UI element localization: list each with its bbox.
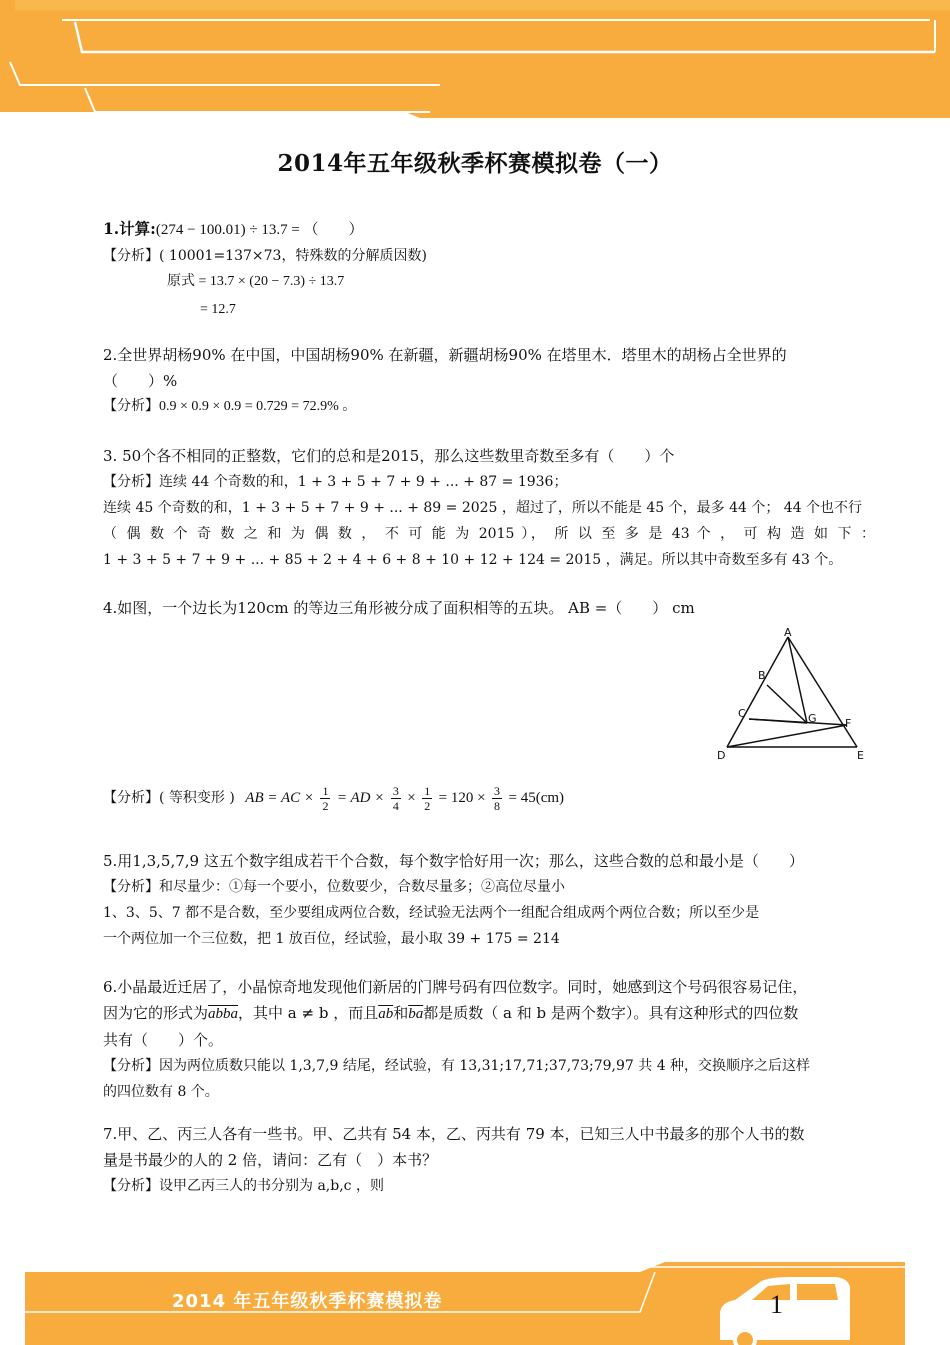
diagram-label-e: E <box>857 749 864 762</box>
question-5-analysis-1: 【分析】和尽量少：①每一个要小，位数要少，合数尽量多；②高位尽量小 <box>103 879 565 895</box>
footer-title: 2014 年五年级秋季杯赛模拟卷 <box>172 1291 443 1312</box>
question-6-text-2a: 因为它的形式为 <box>103 1004 209 1022</box>
question-1-step-2: = 12.7 <box>200 302 236 317</box>
fraction-1: $\frac{1}{2}$ <box>322 783 329 813</box>
fraction-3: $\frac{1}{2}$ <box>424 783 431 813</box>
triangle-diagram <box>705 625 875 765</box>
question-5 <box>103 848 875 952</box>
question-1-step-1: 原式 = 13.7 × (20 − 7.3) ÷ 13.7 <box>167 274 345 289</box>
question-2-analysis: 【分析】0.9 × 0.9 × 0.9 = 0.729 = 72.9% 。 <box>103 399 357 414</box>
question-4-analysis: 【分析】( 等积变形 ) AB = AC × $\frac{1}{2}$ = AD × $\frac{3}{4}$ × $\frac{1}{2}$ = 120 × $\frac{3}{8}$ = 45(cm) <box>103 783 565 813</box>
question-3-text: 3. 50个各不相同的正整数，它们的总和是2015，那么这些数里奇数至多有（ ）个 <box>103 447 675 465</box>
fraction-4: $\frac{3}{8}$ <box>494 783 501 813</box>
question-1-expression: (274 − 100.01) ÷ 13.7 = （ ） <box>155 222 364 238</box>
question-3-analysis-1: 【分析】连续 44 个奇数的和，1 + 3 + 5 + 7 + 9 + ... + 87 = 1936； <box>103 474 568 490</box>
question-7-text-1: 7.甲、乙、丙三人各有一些书。甲、乙共有 54 本，乙、丙共有 79 本，已知三人中书最多的那个人书的数 <box>103 1125 805 1143</box>
question-3-analysis-4: 1 + 3 + 5 + 7 + 9 + ... + 85 + 2 + 4 + 6 + 8 + 10 + 12 + 124 = 2015 ，满足。所以其中奇数至多有 43 个。 <box>103 552 843 568</box>
question-7 <box>103 1121 875 1199</box>
question-5-analysis-3: 一个两位加一个三位数，把 1 放百位，经试验，最小取 39 + 175 = 214 <box>103 931 560 947</box>
question-2-text-1: 2.全世界胡杨90% 在中国，中国胡杨90% 在新疆，新疆胡杨90% 在塔里木．塔里木的胡杨占全世界的 <box>103 346 787 364</box>
question-1-label: 1.计算: <box>103 219 156 238</box>
overline-abba: abba <box>208 1006 239 1022</box>
diagram-label-g: G <box>808 712 817 725</box>
diagram-label-f: F <box>845 717 852 730</box>
footer-decoration <box>0 1262 950 1345</box>
question-6-text-2c: 和 <box>393 1004 409 1022</box>
question-4-analysis-label: 【分析】( 等积变形 ) <box>103 790 235 806</box>
overline-ba: $\overline{ba}$ <box>408 1006 424 1022</box>
question-6-analysis-2: 的四位数有 8 个。 <box>103 1084 219 1100</box>
diagram-label-c: C <box>738 707 746 720</box>
question-7-text-2: 量是书最少的人的 2 倍，请问：乙有（ ）本书？ <box>103 1151 438 1169</box>
question-6-text-2b: ，其中 a ≠ b ，而且 <box>238 1004 379 1022</box>
question-5-text: 5.用1,3,5,7,9 这五个数字组成若干个合数，每个数字恰好用一次；那么，这些合数的总和最小是（ ） <box>103 852 804 870</box>
diagram-label-b: B <box>758 669 766 682</box>
formula-mid-1: = AD × <box>336 790 385 806</box>
question-1 <box>103 216 875 323</box>
question-3 <box>103 443 875 573</box>
question-6-analysis-1: 【分析】因为两位质数只能以 1,3,7,9 结尾，经试验，有 13,31;17,71;37,73;79,97 共 4 种，交换顺序之后这样 <box>103 1058 811 1074</box>
formula-start: AB = AC × <box>245 790 314 806</box>
question-3-analysis-2: 连续 45 个奇数的和，1 + 3 + 5 + 7 + 9 + ... + 89 = 2025 ，超过了，所以不能是 45 个，最多 44 个； 44 个也不行 <box>103 500 863 516</box>
question-7-analysis: 【分析】设甲乙丙三人的书分别为 a,b,c ，则 <box>103 1178 384 1194</box>
diagram-label-d: D <box>717 749 726 762</box>
question-1-analysis: 【分析】( 10001=137×73，特殊数的分解质因数) <box>103 248 427 264</box>
question-5-analysis-2: 1、3、5、7 都不是合数，至少要组成两位合数，经试验无法两个一组配合组成两个两位合数；所以至少是 <box>103 905 760 921</box>
question-6 <box>103 974 875 1105</box>
page-number: 1 <box>770 1290 783 1319</box>
formula-mid-2: = 120 × <box>438 790 486 806</box>
question-2-text-2: （ ）% <box>103 372 178 390</box>
question-6-text-1: 6.小晶最近迁居了，小晶惊奇地发现他们新居的门牌号码有四位数字。同时，她感到这个号码很容易记住， <box>103 978 808 996</box>
fraction-2: $\frac{3}{4}$ <box>392 783 399 813</box>
diagram-label-a: A <box>784 626 792 639</box>
question-2 <box>103 342 875 420</box>
question-4 <box>103 595 875 621</box>
question-3-analysis-3: （ 偶 数 个 奇 数 之 和 为 偶 数 ， 不 可 能 为 2015 ）， 所 以 至 多 是 43 个 ， 可 构 造 如 下 ： <box>103 526 875 542</box>
question-6-text-2d: 都是质数（ a 和 b 是两个数字）。具有这种形式的四位数 <box>423 1004 799 1022</box>
overline-ab: $\overline{ab}$ <box>378 1006 394 1022</box>
question-4-text: 4.如图，一个边长为120cm 的等边三角形被分成了面积相等的五块。 AB =（ ） cm <box>103 599 695 617</box>
question-6-text-3: 共有（ ）个。 <box>103 1031 224 1049</box>
page-title: 2014年五年级秋季杯赛模拟卷（一） <box>277 150 673 177</box>
header-decoration <box>0 0 950 120</box>
formula-end: = 45(cm) <box>508 790 565 806</box>
